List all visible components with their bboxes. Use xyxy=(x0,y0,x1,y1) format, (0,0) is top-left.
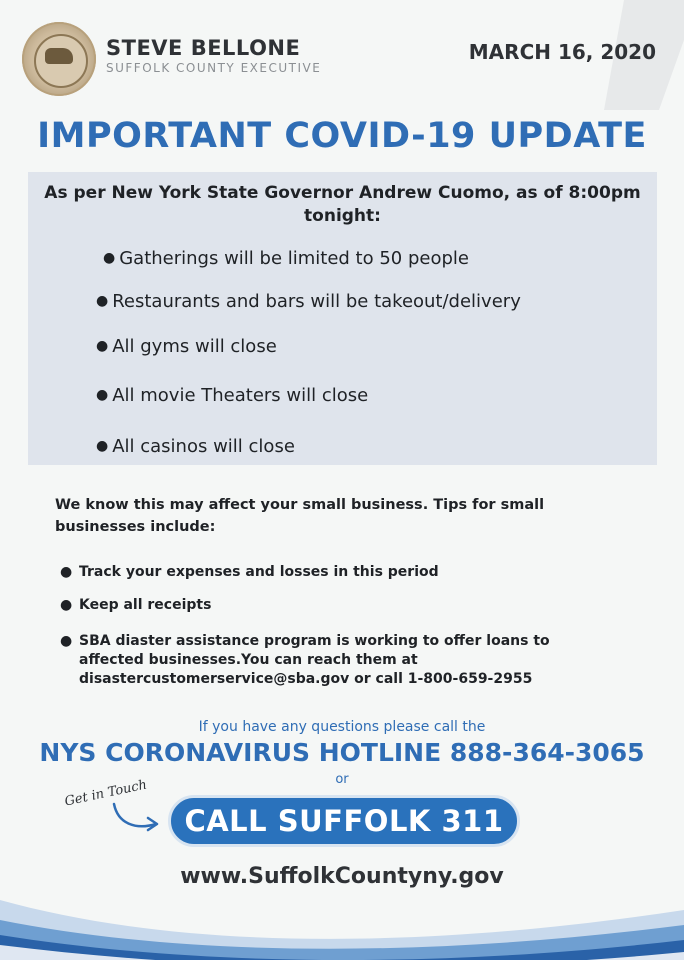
orders-intro: As per New York State Governor Andrew Cuomo, as of 8:00pm tonight: xyxy=(44,183,641,226)
executive-title: SUFFOLK COUNTY EXECUTIVE xyxy=(106,61,322,75)
curved-arrow-icon xyxy=(110,800,166,836)
county-seal-icon xyxy=(22,22,96,96)
order-item: ● Gatherings will be limited to 50 people xyxy=(103,248,469,269)
order-item: ● Restaurants and bars will be takeout/delivery xyxy=(96,291,521,312)
announcement-date: MARCH 16, 2020 xyxy=(468,40,656,64)
order-item: ● All casinos will close xyxy=(96,436,295,457)
tip-item: ● Keep all receipts xyxy=(60,597,212,613)
website-link[interactable]: www.SuffolkCountyny.gov xyxy=(180,864,504,889)
or-separator: or xyxy=(335,772,349,787)
tips-intro: We know this may affect your small business. Tips for small businesses include: xyxy=(55,497,545,535)
hotline-number: NYS CORONAVIRUS HOTLINE 888-364-3065 xyxy=(39,738,645,767)
page-title: IMPORTANT COVID-19 UPDATE xyxy=(37,116,647,156)
order-item: ● All movie Theaters will close xyxy=(96,385,369,406)
order-item: ● All gyms will close xyxy=(96,336,277,357)
tip-item: ● SBA diaster assistance program is working to offer loans to affected businesses.You can reach them at disastercustomerservice@sba.gov or call 1-800-659-2955 xyxy=(60,633,550,687)
question-line: If you have any questions please call the xyxy=(198,719,486,735)
decorative-waves xyxy=(0,880,684,960)
executive-name: STEVE BELLONE xyxy=(106,36,301,60)
tip-item: ● Track your expenses and losses in this period xyxy=(60,564,439,580)
get-in-touch-label: Get in Touch xyxy=(63,777,149,810)
state-orders-panel xyxy=(28,172,657,465)
call-suffolk-311-button[interactable]: CALL SUFFOLK 311 xyxy=(168,795,520,847)
